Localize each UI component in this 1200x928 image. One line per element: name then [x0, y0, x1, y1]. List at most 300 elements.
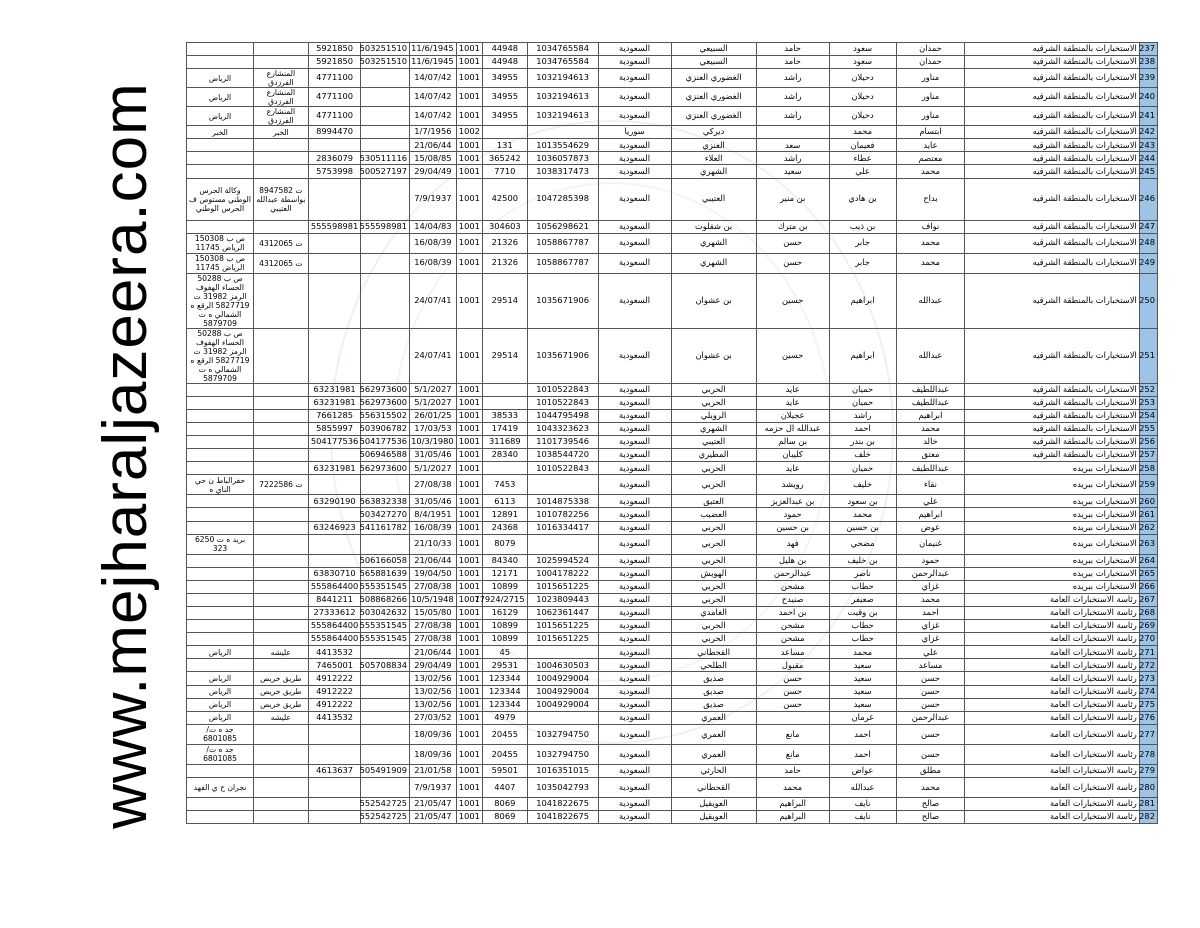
- cell-father-name: بن خليف: [829, 554, 896, 567]
- cell-birth-date: 19/04/50: [410, 567, 457, 580]
- cell-organization: الاستخبارات بالمنطقة الشرقيه: [965, 409, 1139, 422]
- cell-row-number: 268: [1139, 606, 1157, 619]
- cell-grandfather-name: حسين: [756, 273, 829, 328]
- cell-organization: رئاسة الاستخبارات العامة: [965, 633, 1139, 646]
- cell-type-code: 1001: [456, 521, 482, 534]
- cell-birth-date: 16/08/39: [410, 253, 457, 273]
- cell-first-name: معتصم: [896, 152, 965, 165]
- cell-address-note: [254, 139, 309, 152]
- cell-family-name: صديق: [671, 685, 756, 698]
- cell-phone-number: 504177536: [308, 436, 361, 449]
- cell-address-note: [254, 744, 309, 764]
- cell-birth-date: 27/03/52: [410, 711, 457, 724]
- cell-family-name: الحارثي: [671, 764, 756, 777]
- cell-grandfather-name: عايد: [756, 396, 829, 409]
- cell-phone-number: 63290190: [308, 495, 361, 508]
- cell-family-name: العتيبي: [671, 178, 756, 220]
- cell-nationality: السعودية: [598, 56, 671, 69]
- cell-row-number: 261: [1139, 508, 1157, 521]
- cell-father-name: بن حسين: [829, 521, 896, 534]
- cell-row-number: 277: [1139, 724, 1157, 744]
- cell-family-name: الحربي: [671, 633, 756, 646]
- cell-phone-number: 63231981: [308, 383, 361, 396]
- cell-first-name: عبدالله: [896, 328, 965, 383]
- cell-birth-date: 16/08/39: [410, 521, 457, 534]
- cell-first-name: خالد: [896, 436, 965, 449]
- cell-organization: الاستخبارات ببريده: [965, 567, 1139, 580]
- cell-mobile-number: 530511116: [361, 152, 410, 165]
- cell-address-note: [254, 383, 309, 396]
- cell-id-number: 1014875338: [527, 495, 598, 508]
- cell-family-name: العويقيل: [671, 811, 756, 824]
- table-row: [187, 554, 1158, 567]
- cell-address-note: [254, 797, 309, 810]
- table-row: [187, 69, 1158, 88]
- cell-row-number: 241: [1139, 107, 1157, 126]
- cell-row-number: 249: [1139, 253, 1157, 273]
- cell-father-name: سعيد: [829, 698, 896, 711]
- cell-address-note: [254, 396, 309, 409]
- cell-birth-date: 1/7/1956: [410, 126, 457, 139]
- cell-father-name: غرمان: [829, 711, 896, 724]
- cell-father-name: بن ذيب: [829, 220, 896, 233]
- cell-address-note: [254, 220, 309, 233]
- cell-address-note: الخبر: [254, 126, 309, 139]
- cell-row-number: 243: [1139, 139, 1157, 152]
- cell-grandfather-name: عايد: [756, 383, 829, 396]
- cell-id-number: 1032794750: [527, 724, 598, 744]
- cell-id-number: 1038317473: [527, 165, 598, 178]
- cell-row-number: 278: [1139, 744, 1157, 764]
- cell-city-address: الرياض: [187, 698, 254, 711]
- cell-address-note: [254, 659, 309, 672]
- cell-family-name: الطلحي: [671, 659, 756, 672]
- cell-father-name: دحيلان: [829, 69, 896, 88]
- cell-id-number: 1010782256: [527, 508, 598, 521]
- cell-family-name: بن عشوان: [671, 328, 756, 383]
- cell-phone-number: 8994470: [308, 126, 361, 139]
- cell-first-name: مناور: [896, 69, 965, 88]
- cell-father-name: راشد: [829, 409, 896, 422]
- cell-phone-number: [308, 253, 361, 273]
- cell-row-number: 255: [1139, 422, 1157, 435]
- cell-father-name: جابر: [829, 233, 896, 253]
- cell-phone-number: [308, 724, 361, 744]
- cell-code: 59501: [483, 764, 528, 777]
- cell-address-note: [254, 777, 309, 797]
- cell-family-name: الشهري: [671, 233, 756, 253]
- cell-organization: الاستخبارات بالمنطقة الشرقيه: [965, 253, 1139, 273]
- cell-address-note: [254, 534, 309, 554]
- cell-first-name: محمد: [896, 165, 965, 178]
- cell-nationality: السعودية: [598, 233, 671, 253]
- cell-row-number: 237: [1139, 43, 1157, 56]
- cell-city-address: [187, 422, 254, 435]
- cell-phone-number: [308, 744, 361, 764]
- cell-phone-number: 5921850: [308, 56, 361, 69]
- cell-row-number: 257: [1139, 449, 1157, 462]
- cell-city-address: [187, 220, 254, 233]
- cell-mobile-number: 565881639: [361, 567, 410, 580]
- cell-id-number: 1004929004: [527, 672, 598, 685]
- cell-row-number: 275: [1139, 698, 1157, 711]
- table-row: [187, 811, 1158, 824]
- cell-row-number: 270: [1139, 633, 1157, 646]
- cell-father-name: ابراهيم: [829, 273, 896, 328]
- cell-type-code: 1001: [456, 534, 482, 554]
- cell-first-name: مطلق: [896, 764, 965, 777]
- cell-phone-number: 27333612: [308, 606, 361, 619]
- table-row: [187, 88, 1158, 107]
- cell-address-note: [254, 724, 309, 744]
- table-row: [187, 593, 1158, 606]
- cell-grandfather-name: بن عبدالعزيز: [756, 495, 829, 508]
- table-row: [187, 165, 1158, 178]
- cell-nationality: سوريا: [598, 126, 671, 139]
- cell-mobile-number: 555598981: [361, 220, 410, 233]
- cell-first-name: حسن: [896, 672, 965, 685]
- cell-id-number: 1016351015: [527, 764, 598, 777]
- cell-id-number: 1032194613: [527, 88, 598, 107]
- table-row: [187, 409, 1158, 422]
- cell-first-name: حسن: [896, 744, 965, 764]
- cell-city-address: [187, 43, 254, 56]
- cell-code: 12171: [483, 567, 528, 580]
- cell-phone-number: [308, 777, 361, 797]
- cell-city-address: [187, 409, 254, 422]
- cell-nationality: السعودية: [598, 620, 671, 633]
- cell-organization: الاستخبارات ببريده: [965, 580, 1139, 593]
- cell-family-name: السبيعي: [671, 56, 756, 69]
- cell-code: 29514: [483, 328, 528, 383]
- cell-mobile-number: [361, 534, 410, 554]
- cell-nationality: السعودية: [598, 711, 671, 724]
- cell-city-address: [187, 633, 254, 646]
- cell-code: 8079: [483, 534, 528, 554]
- cell-birth-date: 31/05/46: [410, 495, 457, 508]
- cell-birth-date: 14/07/42: [410, 69, 457, 88]
- cell-id-number: 1043323623: [527, 422, 598, 435]
- cell-address-note: [254, 580, 309, 593]
- cell-organization: رئاسة الاستخبارات العامة: [965, 764, 1139, 777]
- cell-id-number: 1058867787: [527, 233, 598, 253]
- cell-mobile-number: [361, 178, 410, 220]
- cell-row-number: 250: [1139, 273, 1157, 328]
- cell-address-note: [254, 328, 309, 383]
- cell-code: 311689: [483, 436, 528, 449]
- cell-id-number: 1015651225: [527, 580, 598, 593]
- cell-family-name: القحطاني: [671, 777, 756, 797]
- cell-phone-number: [308, 139, 361, 152]
- cell-grandfather-name: حامد: [756, 43, 829, 56]
- cell-family-name: الحربي: [671, 554, 756, 567]
- cell-address-note: [254, 521, 309, 534]
- cell-code: 12891: [483, 508, 528, 521]
- cell-city-address: بريد ه ت 6250 323: [187, 534, 254, 554]
- table-row: [187, 567, 1158, 580]
- table-row: [187, 580, 1158, 593]
- cell-first-name: احمد: [896, 606, 965, 619]
- cell-phone-number: 63231981: [308, 396, 361, 409]
- cell-type-code: 1001: [456, 475, 482, 495]
- cell-first-name: محمد: [896, 777, 965, 797]
- cell-birth-date: 11/6/1945: [410, 43, 457, 56]
- cell-nationality: السعودية: [598, 580, 671, 593]
- cell-family-name: بن عشوان: [671, 273, 756, 328]
- cell-family-name: الغامدي: [671, 606, 756, 619]
- cell-organization: الاستخبارات بالمنطقة الشرقيه: [965, 220, 1139, 233]
- cell-organization: الاستخبارات بالمنطقة الشرقيه: [965, 107, 1139, 126]
- cell-type-code: 1001: [456, 672, 482, 685]
- cell-birth-date: 21/06/44: [410, 646, 457, 659]
- cell-birth-date: 27/08/38: [410, 633, 457, 646]
- cell-organization: رئاسة الاستخبارات العامة: [965, 744, 1139, 764]
- cell-family-name: العتيق: [671, 495, 756, 508]
- cell-birth-date: 24/07/41: [410, 273, 457, 328]
- cell-first-name: مناور: [896, 107, 965, 126]
- cell-type-code: 1001: [456, 449, 482, 462]
- cell-grandfather-name: حامد: [756, 56, 829, 69]
- cell-type-code: 1001: [456, 646, 482, 659]
- cell-code: 34955: [483, 88, 528, 107]
- cell-organization: رئاسة الاستخبارات العامة: [965, 711, 1139, 724]
- cell-birth-date: 14/07/42: [410, 88, 457, 107]
- cell-family-name: العلاء: [671, 152, 756, 165]
- table-row: [187, 764, 1158, 777]
- cell-family-name: الشهري: [671, 422, 756, 435]
- cell-family-name: الشهري: [671, 253, 756, 273]
- cell-organization: رئاسة الاستخبارات العامة: [965, 811, 1139, 824]
- cell-mobile-number: [361, 126, 410, 139]
- cell-phone-number: [308, 273, 361, 328]
- cell-father-name: احمد: [829, 724, 896, 744]
- cell-nationality: السعودية: [598, 646, 671, 659]
- cell-grandfather-name: حسن: [756, 233, 829, 253]
- cell-city-address: ص ب 50288 الحساء الهفوف الرمز 31982 ت 5827719 الرقع ه الشمالي ه ت 5879709: [187, 328, 254, 383]
- cell-type-code: 1001: [456, 88, 482, 107]
- cell-mobile-number: [361, 777, 410, 797]
- cell-address-note: [254, 567, 309, 580]
- cell-code: 7453: [483, 475, 528, 495]
- cell-father-name: بن بندر: [829, 436, 896, 449]
- cell-row-number: 256: [1139, 436, 1157, 449]
- cell-row-number: 240: [1139, 88, 1157, 107]
- table-row: [187, 620, 1158, 633]
- cell-phone-number: 63231981: [308, 462, 361, 475]
- cell-nationality: السعودية: [598, 554, 671, 567]
- cell-id-number: 1004630503: [527, 659, 598, 672]
- cell-code: 4979: [483, 711, 528, 724]
- cell-id-number: 1035042793: [527, 777, 598, 797]
- cell-nationality: السعودية: [598, 436, 671, 449]
- cell-nationality: السعودية: [598, 777, 671, 797]
- cell-mobile-number: 555351545: [361, 620, 410, 633]
- cell-nationality: السعودية: [598, 744, 671, 764]
- cell-type-code: 1001: [456, 253, 482, 273]
- cell-row-number: 264: [1139, 554, 1157, 567]
- cell-organization: الاستخبارات بالمنطقة الشرقيه: [965, 328, 1139, 383]
- cell-father-name: سعيد: [829, 685, 896, 698]
- cell-birth-date: 21/05/47: [410, 811, 457, 824]
- cell-mobile-number: 552542725: [361, 797, 410, 810]
- cell-phone-number: [308, 328, 361, 383]
- cell-code: 123344: [483, 685, 528, 698]
- cell-mobile-number: 541161782: [361, 521, 410, 534]
- cell-nationality: السعودية: [598, 633, 671, 646]
- cell-phone-number: 7661285: [308, 409, 361, 422]
- cell-grandfather-name: مشحن: [756, 633, 829, 646]
- cell-nationality: السعودية: [598, 43, 671, 56]
- cell-code: 8069: [483, 797, 528, 810]
- cell-type-code: 1001: [456, 797, 482, 810]
- cell-id-number: 1010522843: [527, 383, 598, 396]
- cell-city-address: الرياض: [187, 646, 254, 659]
- cell-first-name: ابراهيم: [896, 508, 965, 521]
- cell-type-code: 1001: [456, 273, 482, 328]
- cell-grandfather-name: عايد: [756, 462, 829, 475]
- cell-city-address: [187, 620, 254, 633]
- cell-id-number: 1034765584: [527, 43, 598, 56]
- cell-grandfather-name: بن مترك: [756, 220, 829, 233]
- cell-first-name: حسن: [896, 698, 965, 711]
- cell-father-name: عبدالله: [829, 777, 896, 797]
- cell-birth-date: 31/05/46: [410, 449, 457, 462]
- cell-city-address: [187, 462, 254, 475]
- cell-code: 28340: [483, 449, 528, 462]
- cell-nationality: السعودية: [598, 152, 671, 165]
- cell-organization: الاستخبارات بالمنطقة الشرقيه: [965, 126, 1139, 139]
- cell-nationality: السعودية: [598, 328, 671, 383]
- table-row: [187, 521, 1158, 534]
- cell-nationality: السعودية: [598, 383, 671, 396]
- cell-phone-number: [308, 475, 361, 495]
- cell-address-note: المنشارع الفرزدق: [254, 69, 309, 88]
- cell-mobile-number: 555351545: [361, 633, 410, 646]
- cell-type-code: 1001: [456, 152, 482, 165]
- cell-address-note: [254, 409, 309, 422]
- table-row: [187, 724, 1158, 744]
- cell-organization: الاستخبارات ببريده: [965, 508, 1139, 521]
- cell-father-name: احمد: [829, 422, 896, 435]
- cell-mobile-number: 508868266: [361, 593, 410, 606]
- cell-phone-number: 555864400: [308, 580, 361, 593]
- cell-type-code: 1001: [456, 69, 482, 88]
- cell-id-number: 1035671906: [527, 328, 598, 383]
- table-row: [187, 233, 1158, 253]
- cell-phone-number: 4771100: [308, 107, 361, 126]
- cell-city-address: نجران ح ي الفهد: [187, 777, 254, 797]
- cell-code: [483, 396, 528, 409]
- cell-family-name: العمري: [671, 724, 756, 744]
- cell-father-name: صعيفر: [829, 593, 896, 606]
- cell-first-name: معتق: [896, 449, 965, 462]
- cell-first-name: محمد: [896, 593, 965, 606]
- cell-birth-date: 21/01/58: [410, 764, 457, 777]
- cell-grandfather-name: راشد: [756, 152, 829, 165]
- cell-phone-number: [308, 811, 361, 824]
- cell-family-name: العتيبي: [671, 436, 756, 449]
- cell-birth-date: 5/1/2027: [410, 383, 457, 396]
- cell-id-number: 1025994524: [527, 554, 598, 567]
- cell-address-note: طريق خريص: [254, 685, 309, 698]
- cell-code: 45: [483, 646, 528, 659]
- cell-phone-number: 4912222: [308, 685, 361, 698]
- cell-nationality: السعودية: [598, 273, 671, 328]
- cell-organization: الاستخبارات بالمنطقة الشرقيه: [965, 56, 1139, 69]
- cell-code: 38533: [483, 409, 528, 422]
- cell-code: 7710: [483, 165, 528, 178]
- cell-address-note: [254, 811, 309, 824]
- cell-type-code: 1002: [456, 126, 482, 139]
- table-row: [187, 606, 1158, 619]
- site-watermark: [80, 40, 170, 870]
- cell-type-code: 1001: [456, 567, 482, 580]
- cell-type-code: 1001: [456, 744, 482, 764]
- cell-phone-number: [308, 233, 361, 253]
- cell-address-note: [254, 436, 309, 449]
- cell-type-code: 1001: [456, 606, 482, 619]
- cell-first-name: عبدالله: [896, 273, 965, 328]
- table-row: [187, 685, 1158, 698]
- cell-grandfather-name: راشد: [756, 88, 829, 107]
- cell-first-name: غنيمان: [896, 534, 965, 554]
- cell-phone-number: [308, 797, 361, 810]
- cell-city-address: [187, 508, 254, 521]
- cell-birth-date: 5/1/2027: [410, 396, 457, 409]
- cell-mobile-number: 552542725: [361, 811, 410, 824]
- cell-nationality: السعودية: [598, 811, 671, 824]
- cell-type-code: 1001: [456, 580, 482, 593]
- table-row: [187, 534, 1158, 554]
- cell-father-name: حطاب: [829, 580, 896, 593]
- cell-father-name: بن وقيت: [829, 606, 896, 619]
- cell-first-name: صالح: [896, 811, 965, 824]
- cell-mobile-number: 506946588: [361, 449, 410, 462]
- cell-nationality: السعودية: [598, 253, 671, 273]
- cell-first-name: غزاي: [896, 620, 965, 633]
- cell-phone-number: 5753998: [308, 165, 361, 178]
- cell-id-number: 1004929004: [527, 698, 598, 711]
- cell-family-name: الحربي: [671, 396, 756, 409]
- cell-phone-number: 4771100: [308, 88, 361, 107]
- cell-type-code: 1001: [456, 495, 482, 508]
- cell-code: 131: [483, 139, 528, 152]
- cell-birth-date: 8/4/1951: [410, 508, 457, 521]
- cell-code: 16129: [483, 606, 528, 619]
- cell-row-number: 254: [1139, 409, 1157, 422]
- cell-city-address: [187, 797, 254, 810]
- cell-birth-date: 18/09/36: [410, 744, 457, 764]
- cell-organization: الاستخبارات ببريده: [965, 495, 1139, 508]
- cell-grandfather-name: البراهيم: [756, 797, 829, 810]
- cell-father-name: حميان: [829, 462, 896, 475]
- cell-address-note: طريق خريص: [254, 698, 309, 711]
- cell-grandfather-name: مانع: [756, 744, 829, 764]
- cell-mobile-number: [361, 328, 410, 383]
- cell-grandfather-name: راشد: [756, 107, 829, 126]
- table-row: [187, 178, 1158, 220]
- cell-row-number: 246: [1139, 178, 1157, 220]
- cell-family-name: العمري: [671, 711, 756, 724]
- cell-mobile-number: 503042632: [361, 606, 410, 619]
- cell-id-number: [527, 126, 598, 139]
- cell-city-address: [187, 811, 254, 824]
- cell-id-number: 1032194613: [527, 107, 598, 126]
- cell-mobile-number: 506166058: [361, 554, 410, 567]
- records-body: [187, 43, 1158, 824]
- cell-grandfather-name: حسن: [756, 672, 829, 685]
- cell-grandfather-name: حسن: [756, 685, 829, 698]
